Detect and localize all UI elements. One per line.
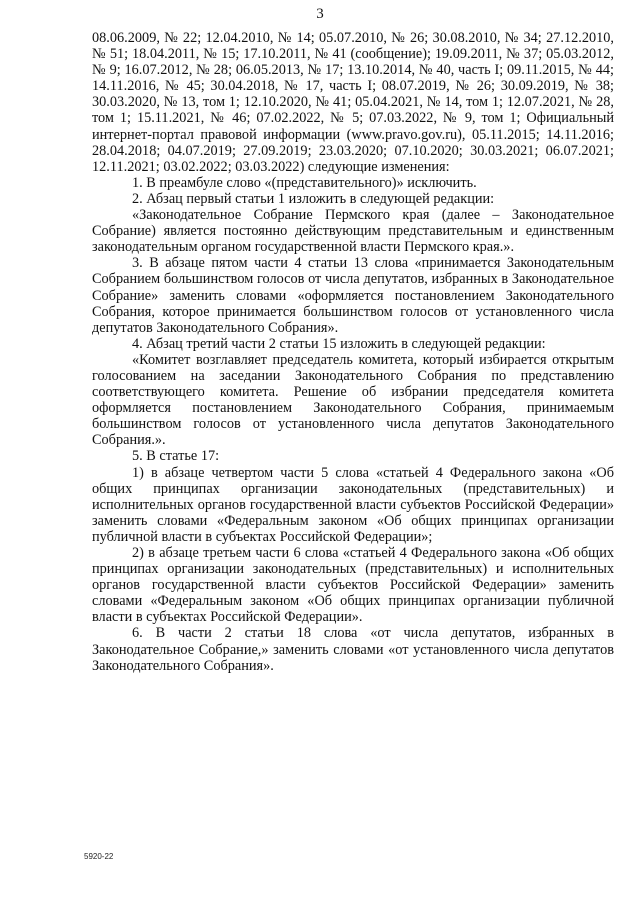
paragraph-item-4: 4. Абзац третий части 2 статьи 15 изложить в следующей редакции: (132, 335, 546, 352)
paragraph-item-2-quote: «Законодательное Собрание Пермского края (далее – Законодательное Собрание) является постоянно действующим представительным и единственным законодательным органом государственной власти Пермского края.». (92, 207, 614, 256)
document-code: 5920-22 (84, 852, 114, 861)
paragraph-item-6: 6. В части 2 статьи 18 слова «от числа депутатов, избранных в Законодательное Собрание,» заменить словами «от установленного числа депутатов Законодательного Собрания». (92, 625, 614, 674)
document-body (92, 30, 614, 674)
page-number: 3 (316, 6, 324, 22)
paragraph-item-5: 5. В статье 17: (132, 448, 220, 465)
paragraph-item-5-sub-1: 1) в абзаце четвертом части 5 слова «статьей 4 Федерального закона «Об общих принципах организации законодательных (представительных) и исполнительных органов государственной власти субъектов Российской Федерации» заменить словами «Федеральным законом «Об общих принципах организации публичной власти в субъектах Российской Федерации»; (92, 464, 614, 545)
paragraph-item-4-quote: «Комитет возглавляет председатель комитета, который избирается открытым голосованием на заседании Законодательного Собрания по представлению соответствующего комитета. Решение об избрании председателя комитета оформляется постановлением Законодательного Собрания, принимаемым большинством голосов от установленного числа депутатов Законодательного Собрания.». (92, 351, 614, 449)
paragraph-item-3: 3. В абзаце пятом части 4 статьи 13 слова «принимается Законодательным Собранием большинством голосов от числа депутатов, избранных в Законодательное Собрание» заменить словами «оформляется постановлением Законодательного Собрания, которое принимается большинством голосов от установленного числа депутатов Законодательного Собрания». (92, 255, 614, 336)
paragraph-item-2: 2. Абзац первый статьи 1 изложить в следующей редакции: (132, 190, 495, 207)
paragraph-publication-list: 08.06.2009, № 22; 12.04.2010, № 14; 05.07.2010, № 26; 30.08.2010, № 34; 27.12.2010, № 51; 18.04.2011, № 15; 17.10.2011, № 41 (сообщение); 19.09.2011, № 37; 05.03.2012, № 9; 16.07.2012, № 28; 06.05.2013, № 17; 13.10.2014, № 40, часть I; 09.11.2015, № 44; 14.11.2016, № 45; 30.04.2018, № 17, часть I; 08.07.2019, № 26; 30.09.2019, № 38; 30.03.2020, № 13, том 1; 12.10.2020, № 41; 05.04.2021, № 14, том 1; 12.07.2021, № 28, том 1; 15.11.2021, № 46; 07.02.2022, № 5; 07.03.2022, № 9, том 1; Официальный интернет-портал правовой информации (www.pravo.gov.ru), 05.11.2015; 14.11.2016; 28.04.2018; 04.07.2019; 27.09.2019; 23.03.2020; 07.10.2020; 30.03.2021; 06.07.2021; 12.11.2021; 03.02.2022; 03.03.2022) следующие изменения: (92, 30, 614, 175)
paragraph-item-1: 1. В преамбуле слово «(представительного)» исключить. (132, 174, 477, 191)
paragraph-item-5-sub-2: 2) в абзаце третьем части 6 слова «статьей 4 Федерального закона «Об общих принципах организации законодательных (представительных) и исполнительных органов государственной власти субъектов Российской Федерации» заменить словами «Федеральным законом «Об общих принципах организации публичной власти в субъектах Российской Федерации». (92, 545, 614, 626)
